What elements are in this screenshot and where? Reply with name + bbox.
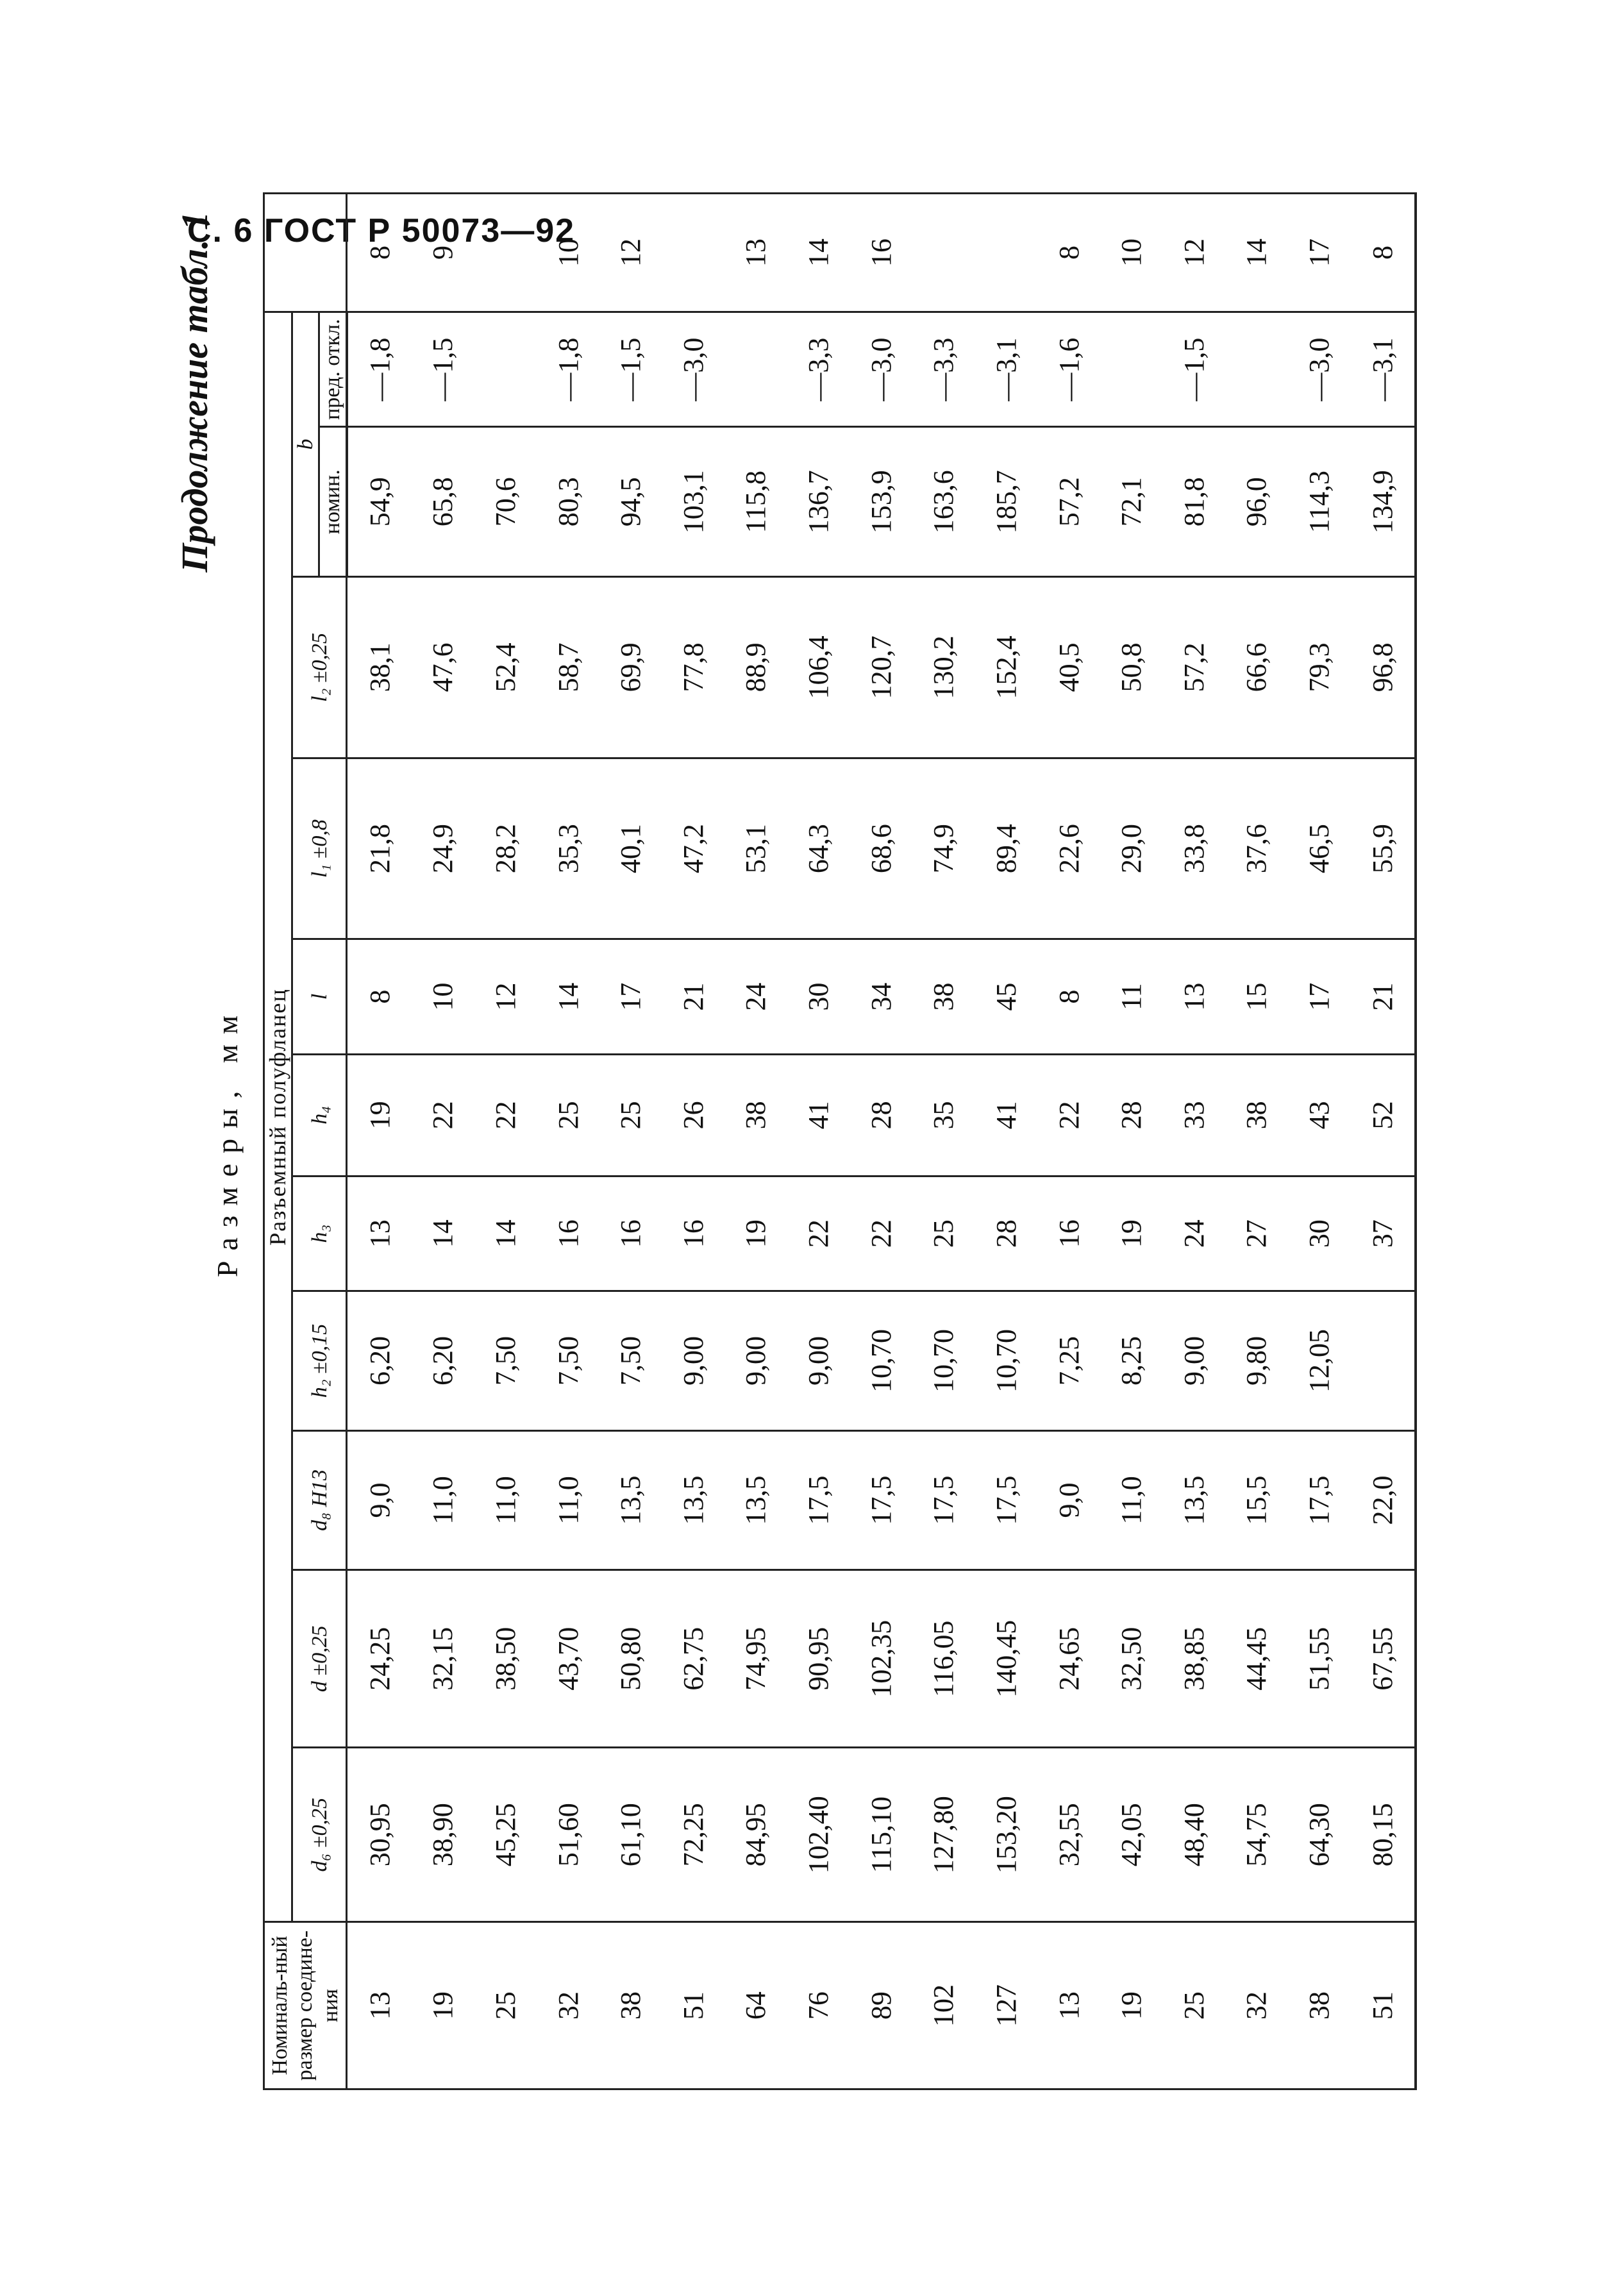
table-cell: 17 xyxy=(1288,939,1351,1054)
table-cell: 80,15 xyxy=(1350,1748,1416,1922)
table-cell: 13,5 xyxy=(599,1430,662,1570)
table-row xyxy=(1225,194,1288,2089)
table-row xyxy=(1350,194,1416,2089)
table-cell: 89,4 xyxy=(975,758,1038,939)
table-cell: 54,9 xyxy=(347,427,412,577)
table-cell: 12 xyxy=(599,194,662,312)
table-cell: 13,5 xyxy=(724,1430,787,1570)
table-cell: 25 xyxy=(537,1054,599,1176)
table-cell: 16 xyxy=(850,194,912,312)
table-cell: 67,55 xyxy=(1350,1570,1416,1748)
table-cell: 21 xyxy=(1350,939,1416,1054)
table-cell: 54,75 xyxy=(1225,1748,1288,1922)
header-l2: l₂ ±0,25 xyxy=(292,577,347,758)
table-cell: 127 xyxy=(975,1922,1038,2089)
header-b: b xyxy=(292,312,319,576)
table-cell: 25 xyxy=(912,1176,975,1291)
table-continuation-caption: Продолжение табл. 1 xyxy=(174,212,215,573)
table-cell: 9 xyxy=(412,194,474,312)
table-cell: 115,10 xyxy=(850,1748,912,1922)
table-cell: 152,4 xyxy=(975,577,1038,758)
table-cell: 40,1 xyxy=(599,758,662,939)
table-cell: 8 xyxy=(1037,194,1100,312)
table-cell: 120,7 xyxy=(850,577,912,758)
table-row xyxy=(1163,194,1226,2089)
table-row xyxy=(474,194,537,2089)
table-cell: 55,9 xyxy=(1350,758,1416,939)
table-cell: 37,6 xyxy=(1225,758,1288,939)
table-cell: 12,05 xyxy=(1288,1291,1351,1430)
table-cell: 25 xyxy=(1163,1922,1226,2089)
table-cell: 57,2 xyxy=(1163,577,1226,758)
table-cell: 70,6 xyxy=(474,427,537,577)
table-cell: 14 xyxy=(474,1176,537,1291)
table-cell: 7,25 xyxy=(1037,1291,1100,1430)
table-cell: —1,5 xyxy=(412,312,474,427)
table-cell: 94,5 xyxy=(599,427,662,577)
table-cell: 19 xyxy=(1100,1176,1163,1291)
header-last-column xyxy=(264,194,347,312)
table-cell: 29,0 xyxy=(1100,758,1163,939)
header-d6: d₆ ±0,25 xyxy=(292,1748,347,1922)
table-cell: 185,7 xyxy=(975,427,1038,577)
table-cell: 127,80 xyxy=(912,1748,975,1922)
table-cell: 102 xyxy=(912,1922,975,2089)
table-cell: 16 xyxy=(662,1176,725,1291)
table-cell: 32,55 xyxy=(1037,1748,1100,1922)
table-row xyxy=(662,194,725,2089)
table-cell: 57,2 xyxy=(1037,427,1100,577)
table-cell: 13,5 xyxy=(662,1430,725,1570)
table-cell: —1,8 xyxy=(347,312,412,427)
table-cell xyxy=(1350,1291,1416,1430)
table-cell: 32 xyxy=(1225,1922,1288,2089)
table-cell: 38 xyxy=(1225,1054,1288,1176)
table-cell: 65,8 xyxy=(412,427,474,577)
table-cell: 22 xyxy=(474,1054,537,1176)
table-cell: 17 xyxy=(599,939,662,1054)
table-cell: 17,5 xyxy=(787,1430,850,1570)
table-cell: 11 xyxy=(1100,939,1163,1054)
table-cell: —1,6 xyxy=(1037,312,1100,427)
table-cell: 40,5 xyxy=(1037,577,1100,758)
table-cell: 72,1 xyxy=(1100,427,1163,577)
table-cell: 9,00 xyxy=(787,1291,850,1430)
table-cell: 8 xyxy=(347,939,412,1054)
table-cell: 13 xyxy=(1037,1922,1100,2089)
table-cell: 13 xyxy=(347,1922,412,2089)
table-cell: 8,25 xyxy=(1100,1291,1163,1430)
table-cell xyxy=(1225,312,1288,427)
table-cell: 7,50 xyxy=(474,1291,537,1430)
table-cell: 50,80 xyxy=(599,1570,662,1748)
header-d8: d₈ H13 xyxy=(292,1430,347,1570)
table-cell: —3,0 xyxy=(662,312,725,427)
table-cell: 38 xyxy=(912,939,975,1054)
table-cell: 38,85 xyxy=(1163,1570,1226,1748)
table-cell: 10,70 xyxy=(912,1291,975,1430)
table-cell: 9,00 xyxy=(724,1291,787,1430)
table-cell: 24,9 xyxy=(412,758,474,939)
table-cell: 45 xyxy=(975,939,1038,1054)
table-cell: 38,1 xyxy=(347,577,412,758)
table-cell: 74,9 xyxy=(912,758,975,939)
table-cell: 22 xyxy=(412,1054,474,1176)
table-cell: —3,1 xyxy=(1350,312,1416,427)
table-cell: 96,8 xyxy=(1350,577,1416,758)
table-cell: 14 xyxy=(787,194,850,312)
table-cell: 28 xyxy=(975,1176,1038,1291)
table-cell: 13 xyxy=(1163,939,1226,1054)
table-cell: —3,0 xyxy=(1288,312,1351,427)
page-header: С. 6 ГОСТ Р 50073—92 xyxy=(187,212,576,249)
table-cell: 10 xyxy=(537,194,599,312)
table-cell xyxy=(912,194,975,312)
table-cell: 16 xyxy=(537,1176,599,1291)
table-cell: 9,80 xyxy=(1225,1291,1288,1430)
table-cell: 41 xyxy=(975,1054,1038,1176)
table-cell: 62,75 xyxy=(662,1570,725,1748)
table-cell: 16 xyxy=(1037,1176,1100,1291)
table-cell: 38 xyxy=(724,1054,787,1176)
table-cell: 51 xyxy=(662,1922,725,2089)
table-row xyxy=(1288,194,1351,2089)
table-cell: 68,6 xyxy=(850,758,912,939)
table-cell: 22 xyxy=(787,1176,850,1291)
table-cell: 74,95 xyxy=(724,1570,787,1748)
table-cell: 22,0 xyxy=(1350,1430,1416,1570)
table-cell: 58,7 xyxy=(537,577,599,758)
table-cell: 30,95 xyxy=(347,1748,412,1922)
table-cell: 21 xyxy=(662,939,725,1054)
table-cell: —3,1 xyxy=(975,312,1038,427)
table-cell: 136,7 xyxy=(787,427,850,577)
table-cell: 61,10 xyxy=(599,1748,662,1922)
table-cell: 30 xyxy=(787,939,850,1054)
table-cell: 19 xyxy=(1100,1922,1163,2089)
table-cell: 11,0 xyxy=(412,1430,474,1570)
table-cell: 88,9 xyxy=(724,577,787,758)
header-l1: l₁ ±0,8 xyxy=(292,758,347,939)
table-cell: 32,15 xyxy=(412,1570,474,1748)
table-cell: 64,3 xyxy=(787,758,850,939)
table-cell: 17,5 xyxy=(975,1430,1038,1570)
table-cell: 9,0 xyxy=(1037,1430,1100,1570)
units-caption: Размеры, мм xyxy=(211,1005,244,1278)
table-row xyxy=(1037,194,1100,2089)
table-cell: 16 xyxy=(599,1176,662,1291)
table-cell: 72,25 xyxy=(662,1748,725,1922)
table-body xyxy=(347,194,1416,2089)
table-cell: —1,8 xyxy=(537,312,599,427)
table-cell: 22 xyxy=(850,1176,912,1291)
table-cell: 9,00 xyxy=(662,1291,725,1430)
table-cell: 50,8 xyxy=(1100,577,1163,758)
table-cell: 77,8 xyxy=(662,577,725,758)
table-cell: 24 xyxy=(724,939,787,1054)
table-row xyxy=(537,194,599,2089)
table-cell: 37 xyxy=(1350,1176,1416,1291)
header-b-nominal: номин. xyxy=(319,427,347,577)
table-cell: 32 xyxy=(537,1922,599,2089)
table-row xyxy=(412,194,474,2089)
table-cell: 41 xyxy=(787,1054,850,1176)
table-cell: 8 xyxy=(1350,194,1416,312)
table-cell: 8 xyxy=(1037,939,1100,1054)
table-cell: 47,6 xyxy=(412,577,474,758)
table-cell: —3,3 xyxy=(912,312,975,427)
table-cell: 15 xyxy=(1225,939,1288,1054)
header-h2: h₂ ±0,15 xyxy=(292,1291,347,1430)
table-cell: 25 xyxy=(474,1922,537,2089)
table-cell: 28 xyxy=(850,1054,912,1176)
table-cell: 10 xyxy=(1100,194,1163,312)
table-cell: 64,30 xyxy=(1288,1748,1351,1922)
table-cell: 17,5 xyxy=(912,1430,975,1570)
table-cell xyxy=(474,312,537,427)
table-cell: 25 xyxy=(599,1054,662,1176)
table-cell: 8 xyxy=(347,194,412,312)
table-cell: 17,5 xyxy=(1288,1430,1351,1570)
table-cell: 53,1 xyxy=(724,758,787,939)
table-cell: 10,70 xyxy=(850,1291,912,1430)
dimensions-table xyxy=(263,192,1417,2090)
table-cell: 6,20 xyxy=(412,1291,474,1430)
table-cell: 33,8 xyxy=(1163,758,1226,939)
table-row xyxy=(850,194,912,2089)
table-cell: 14 xyxy=(1225,194,1288,312)
table-cell: 64 xyxy=(724,1922,787,2089)
table-row xyxy=(912,194,975,2089)
table-row xyxy=(599,194,662,2089)
table-cell: 32,50 xyxy=(1100,1570,1163,1748)
table-cell: 103,1 xyxy=(662,427,725,577)
table-cell xyxy=(975,194,1038,312)
table-cell: 163,6 xyxy=(912,427,975,577)
table-cell xyxy=(474,194,537,312)
table-cell: 52 xyxy=(1350,1054,1416,1176)
table-cell: 153,20 xyxy=(975,1748,1038,1922)
table-cell: 35,3 xyxy=(537,758,599,939)
table-cell: 12 xyxy=(1163,194,1226,312)
table-cell: 13 xyxy=(347,1176,412,1291)
table-cell: 26 xyxy=(662,1054,725,1176)
header-nominal-size: Номиналь-ный размер соедине-ния xyxy=(264,1922,347,2089)
rotated-table-block xyxy=(173,192,1430,2090)
table-cell: 38 xyxy=(1288,1922,1351,2089)
table-cell: 17 xyxy=(1288,194,1351,312)
table-cell: 27 xyxy=(1225,1176,1288,1291)
table-cell: 34 xyxy=(850,939,912,1054)
table-cell: 9,00 xyxy=(1163,1291,1226,1430)
table-cell: 10 xyxy=(412,939,474,1054)
table-row xyxy=(787,194,850,2089)
table-cell: 76 xyxy=(787,1922,850,2089)
table-cell: 43,70 xyxy=(537,1570,599,1748)
table-cell: 11,0 xyxy=(537,1430,599,1570)
table-cell: 14 xyxy=(537,939,599,1054)
table-cell: 12 xyxy=(474,939,537,1054)
table-cell: 38,50 xyxy=(474,1570,537,1748)
table-cell: 102,35 xyxy=(850,1570,912,1748)
table-cell: 30 xyxy=(1288,1176,1351,1291)
table-cell: 21,8 xyxy=(347,758,412,939)
table-cell: 84,95 xyxy=(724,1748,787,1922)
table-cell: 38 xyxy=(599,1922,662,2089)
table-cell: 51,55 xyxy=(1288,1570,1351,1748)
table-cell: 7,50 xyxy=(537,1291,599,1430)
table-cell: 42,05 xyxy=(1100,1748,1163,1922)
table-cell xyxy=(662,194,725,312)
table-cell: 24 xyxy=(1163,1176,1226,1291)
table-cell: 7,50 xyxy=(599,1291,662,1430)
table-cell: 80,3 xyxy=(537,427,599,577)
table-row xyxy=(975,194,1038,2089)
table-cell: 89 xyxy=(850,1922,912,2089)
table-row xyxy=(1100,194,1163,2089)
table-cell: 153,9 xyxy=(850,427,912,577)
table-cell: 51,60 xyxy=(537,1748,599,1922)
table-cell: 45,25 xyxy=(474,1748,537,1922)
table-cell: —1,5 xyxy=(599,312,662,427)
table-cell xyxy=(724,312,787,427)
table-cell: 33 xyxy=(1163,1054,1226,1176)
table-cell: —3,0 xyxy=(850,312,912,427)
table-cell: 24,65 xyxy=(1037,1570,1100,1748)
table-cell: —1,5 xyxy=(1163,312,1226,427)
table-cell: 24,25 xyxy=(347,1570,412,1748)
table-cell: 79,3 xyxy=(1288,577,1351,758)
table-cell: 51 xyxy=(1350,1922,1416,2089)
header-l: l xyxy=(292,939,347,1054)
table-cell: 22 xyxy=(1037,1054,1100,1176)
table-cell: 81,8 xyxy=(1163,427,1226,577)
table-cell: 69,9 xyxy=(599,577,662,758)
table-cell: 19 xyxy=(412,1922,474,2089)
table-cell: 9,0 xyxy=(347,1430,412,1570)
table-cell: 46,5 xyxy=(1288,758,1351,939)
table-cell: 106,4 xyxy=(787,577,850,758)
table-row xyxy=(347,194,412,2089)
table-cell: 44,45 xyxy=(1225,1570,1288,1748)
table-cell: 43 xyxy=(1288,1054,1351,1176)
header-split-half-flange: Разъемный полуфланец xyxy=(264,312,292,1922)
header-h4: h₄ xyxy=(292,1054,347,1176)
table-cell: 17,5 xyxy=(850,1430,912,1570)
table-cell: 19 xyxy=(347,1054,412,1176)
header-b-tolerance: пред. откл. xyxy=(319,312,347,427)
table-cell: 115,8 xyxy=(724,427,787,577)
table-cell xyxy=(1100,312,1163,427)
table-cell: 96,0 xyxy=(1225,427,1288,577)
table-cell: 28,2 xyxy=(474,758,537,939)
table-cell: —3,3 xyxy=(787,312,850,427)
header-h3: h₃ xyxy=(292,1176,347,1291)
table-cell: 140,45 xyxy=(975,1570,1038,1748)
table-cell: 15,5 xyxy=(1225,1430,1288,1570)
table-cell: 14 xyxy=(412,1176,474,1291)
table-cell: 22,6 xyxy=(1037,758,1100,939)
header-d: d ±0,25 xyxy=(292,1570,347,1748)
table-cell: 19 xyxy=(724,1176,787,1291)
table-cell: 6,20 xyxy=(347,1291,412,1430)
table-cell: 28 xyxy=(1100,1054,1163,1176)
table-cell: 11,0 xyxy=(474,1430,537,1570)
table-cell: 13,5 xyxy=(1163,1430,1226,1570)
table-cell: 116,05 xyxy=(912,1570,975,1748)
table-cell: 102,40 xyxy=(787,1748,850,1922)
table-cell: 114,3 xyxy=(1288,427,1351,577)
table-cell: 48,40 xyxy=(1163,1748,1226,1922)
table-cell: 10,70 xyxy=(975,1291,1038,1430)
table-row xyxy=(724,194,787,2089)
table-cell: 130,2 xyxy=(912,577,975,758)
table-cell: 90,95 xyxy=(787,1570,850,1748)
table-cell: 38,90 xyxy=(412,1748,474,1922)
table-cell: 13 xyxy=(724,194,787,312)
table-cell: 35 xyxy=(912,1054,975,1176)
table-cell: 134,9 xyxy=(1350,427,1416,577)
table-cell: 52,4 xyxy=(474,577,537,758)
table-cell: 66,6 xyxy=(1225,577,1288,758)
table-cell: 47,2 xyxy=(662,758,725,939)
table-cell: 11,0 xyxy=(1100,1430,1163,1570)
